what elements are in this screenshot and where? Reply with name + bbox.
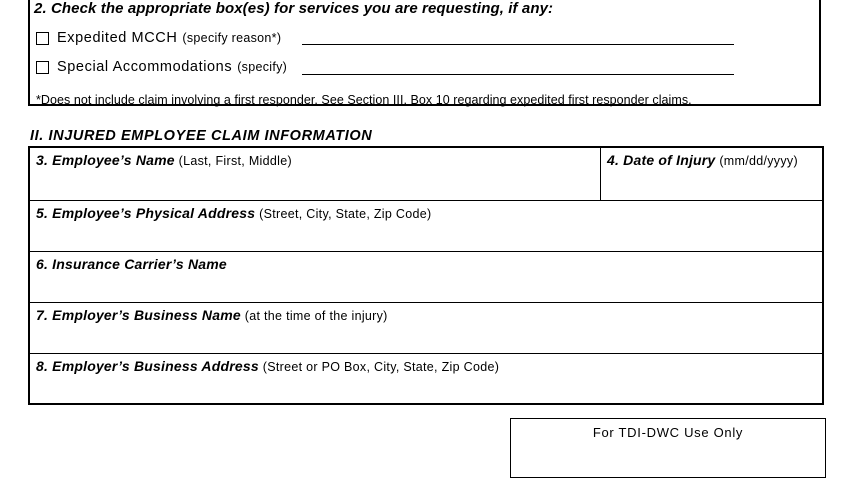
section-2-footnote: *Does not include claim involving a first responder. See Section III, Box 10 regarding expedited first responder claims. bbox=[36, 93, 692, 107]
expedited-mcch-label: Expedited MCCH bbox=[57, 30, 178, 46]
office-use-label: For TDI-DWC Use Only bbox=[592, 425, 744, 440]
employer-address-label: 8. Employer’s Business Address (Street or PO Box, City, State, Zip Code) bbox=[36, 358, 500, 374]
special-accommodations-checkbox[interactable] bbox=[36, 61, 49, 74]
section-2-title: 2. Check the appropriate box(es) for services you are requesting, if any: bbox=[34, 0, 554, 17]
special-accommodations-label: Special Accommodations bbox=[57, 59, 233, 75]
expedited-mcch-reason-field[interactable] bbox=[302, 44, 734, 45]
date-of-injury-label: 4. Date of Injury (mm/dd/yyyy) bbox=[607, 152, 798, 168]
employer-address-field[interactable] bbox=[30, 354, 822, 403]
employer-name-field[interactable] bbox=[30, 303, 822, 353]
special-accommodations-hint: (specify) bbox=[237, 60, 288, 74]
special-accommodations-option bbox=[36, 59, 287, 75]
section-ii-heading: II. INJURED EMPLOYEE CLAIM INFORMATION bbox=[30, 128, 373, 144]
insurance-carrier-label: 6. Insurance Carrier’s Name bbox=[36, 256, 227, 272]
expedited-mcch-checkbox[interactable] bbox=[36, 32, 49, 45]
claim-info-grid bbox=[28, 146, 824, 405]
date-of-injury-field[interactable] bbox=[601, 148, 822, 200]
expedited-mcch-hint: (specify reason*) bbox=[182, 31, 282, 45]
employer-name-label: 7. Employer’s Business Name (at the time of the injury) bbox=[36, 307, 388, 323]
employee-name-field[interactable] bbox=[30, 148, 600, 200]
special-accommodations-field[interactable] bbox=[302, 74, 734, 75]
office-use-box bbox=[510, 418, 826, 478]
employee-address-label: 5. Employee’s Physical Address (Street, City, State, Zip Code) bbox=[36, 205, 432, 221]
employee-address-field[interactable] bbox=[30, 201, 822, 251]
expedited-mcch-option bbox=[36, 30, 281, 46]
insurance-carrier-field[interactable] bbox=[30, 252, 822, 302]
employee-name-label: 3. Employee’s Name (Last, First, Middle) bbox=[36, 152, 292, 168]
